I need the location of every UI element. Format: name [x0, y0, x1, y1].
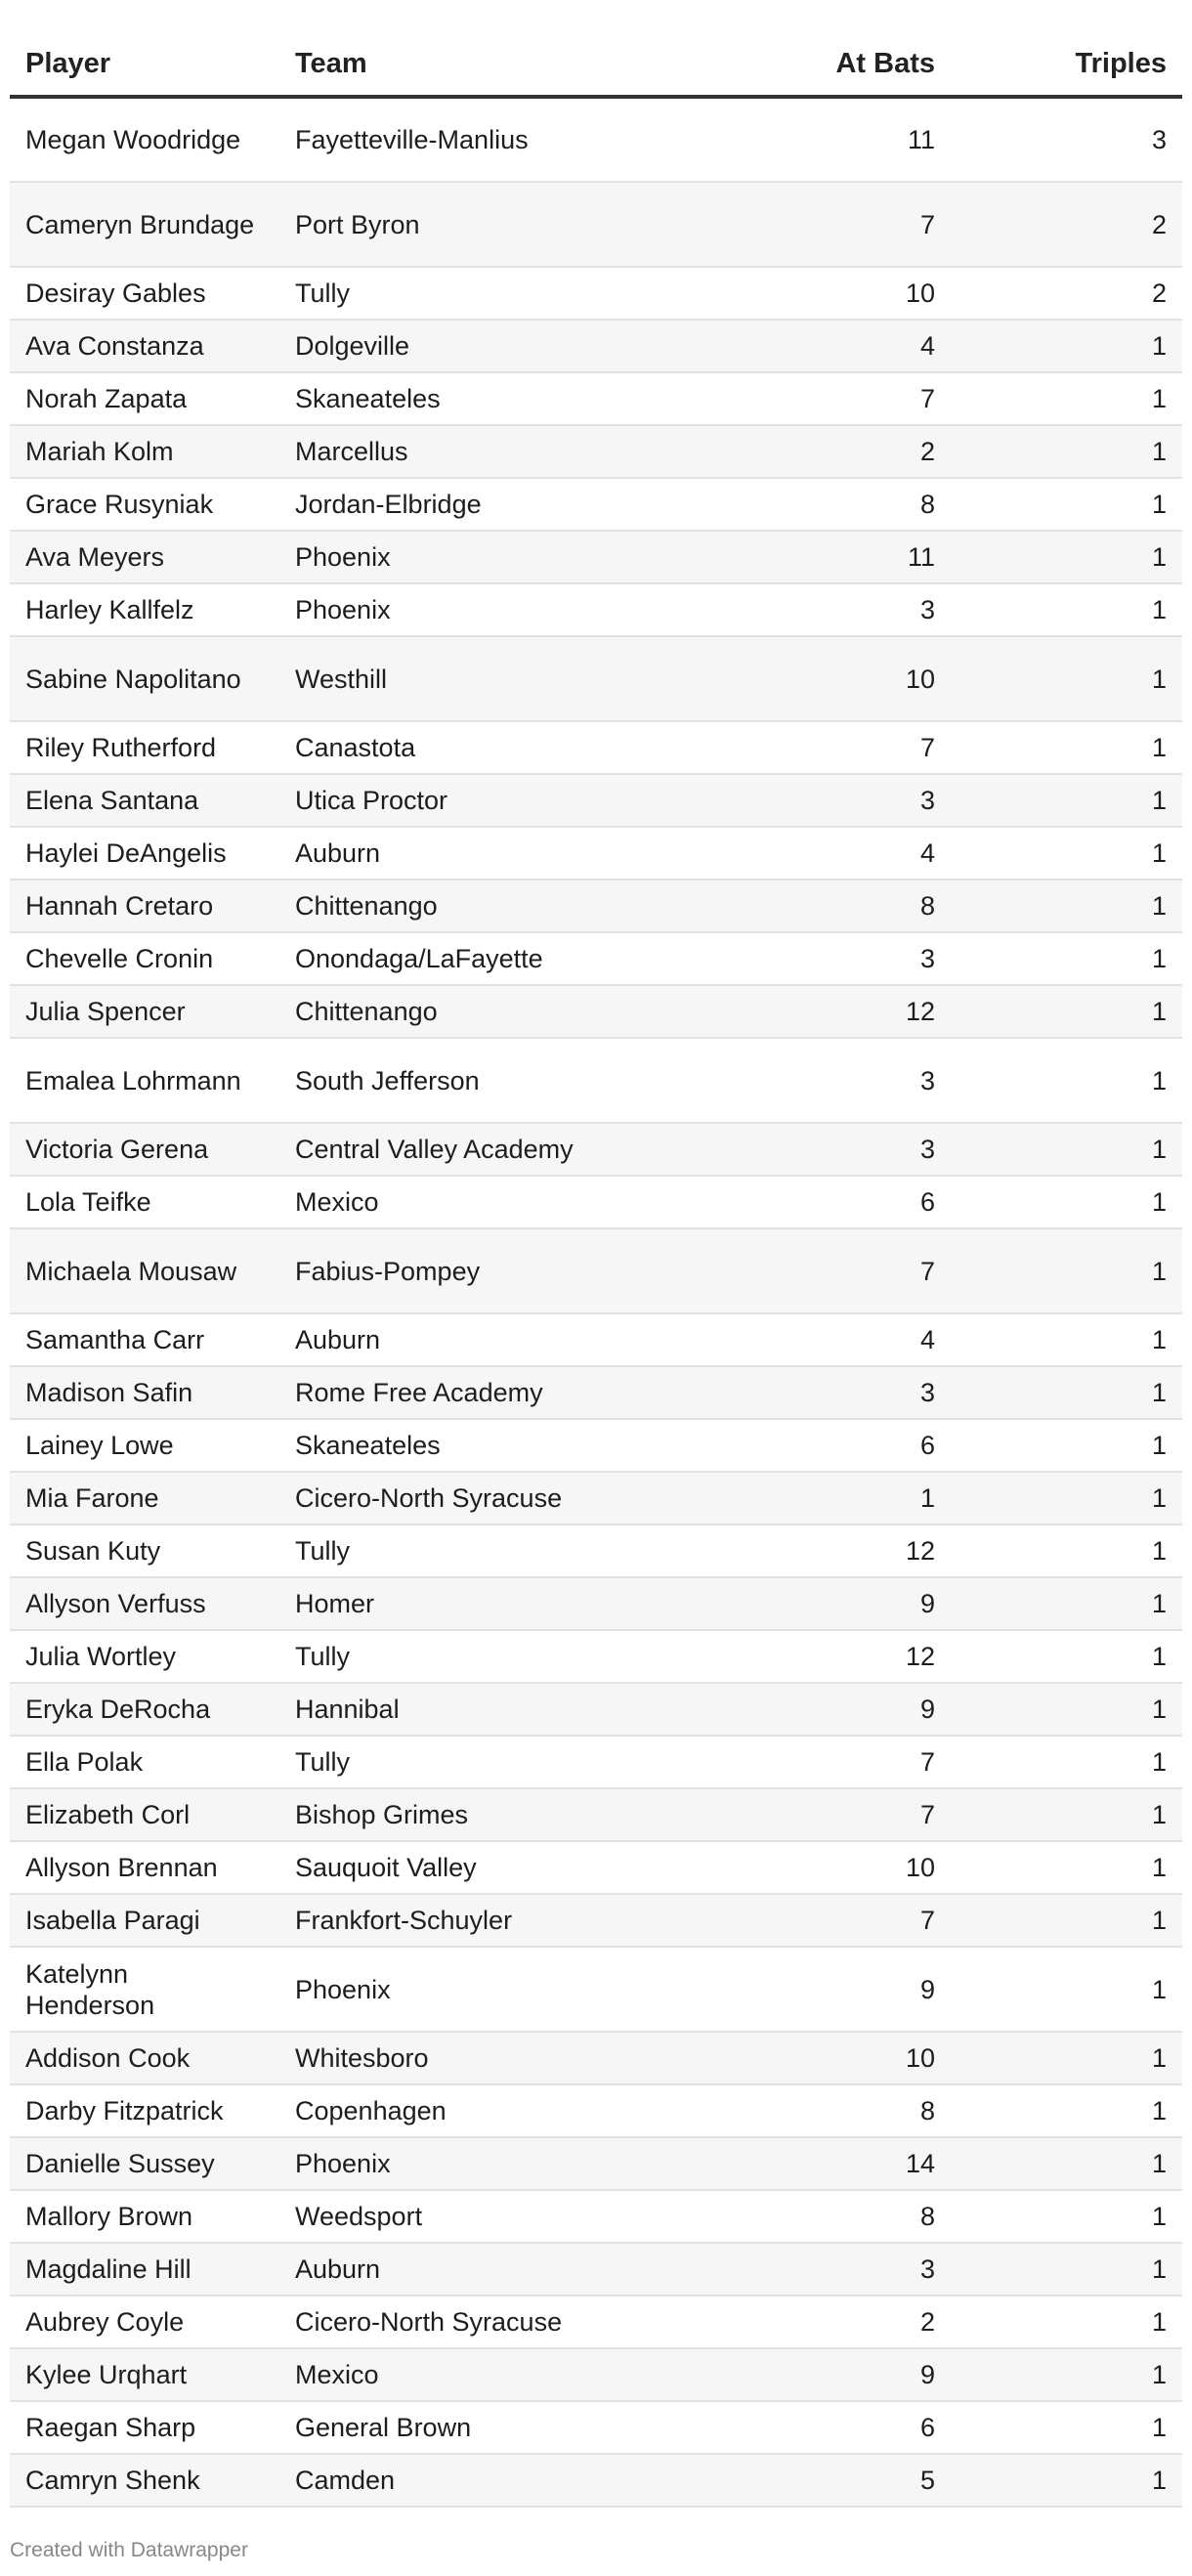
cell-at-bats: 3 [592, 583, 951, 636]
cell-team: Cicero-North Syracuse [279, 1472, 592, 1524]
cell-at-bats: 3 [592, 774, 951, 827]
table-row [10, 267, 1182, 320]
cell-triples: 1 [951, 320, 1182, 372]
cell-at-bats: 8 [592, 880, 951, 932]
column-header-team[interactable]: Team [279, 32, 592, 97]
cell-at-bats: 3 [592, 2243, 951, 2296]
cell-triples: 1 [951, 880, 1182, 932]
cell-player: Elizabeth Corl [10, 1788, 279, 1841]
cell-triples: 1 [951, 985, 1182, 1038]
cell-triples: 1 [951, 2454, 1182, 2507]
table-row [10, 531, 1182, 583]
table-row [10, 1736, 1182, 1788]
table-row [10, 1313, 1182, 1366]
cell-triples: 1 [951, 1123, 1182, 1176]
table-row [10, 1366, 1182, 1419]
cell-triples: 1 [951, 2032, 1182, 2084]
cell-team: Westhill [279, 636, 592, 721]
cell-at-bats: 4 [592, 827, 951, 880]
cell-player: Emalea Lohrmann [10, 1038, 279, 1123]
table-row [10, 2348, 1182, 2401]
table-row [10, 932, 1182, 985]
cell-at-bats: 3 [592, 1038, 951, 1123]
table-row [10, 636, 1182, 721]
cell-triples: 1 [951, 774, 1182, 827]
table-row [10, 985, 1182, 1038]
cell-player: Allyson Verfuss [10, 1577, 279, 1630]
cell-player: Victoria Gerena [10, 1123, 279, 1176]
cell-player: Sabine Napolitano [10, 636, 279, 721]
cell-team: Bishop Grimes [279, 1788, 592, 1841]
cell-player: Mariah Kolm [10, 425, 279, 478]
cell-at-bats: 6 [592, 2401, 951, 2454]
cell-at-bats: 7 [592, 372, 951, 425]
cell-at-bats: 2 [592, 2296, 951, 2348]
cell-team: Frankfort-Schuyler [279, 1894, 592, 1947]
header-row [10, 32, 1182, 97]
cell-at-bats: 9 [592, 1947, 951, 2032]
cell-triples: 2 [951, 267, 1182, 320]
cell-player: Camryn Shenk [10, 2454, 279, 2507]
cell-at-bats: 12 [592, 1524, 951, 1577]
cell-triples: 1 [951, 2296, 1182, 2348]
table-row [10, 1419, 1182, 1472]
cell-player: Katelynn Henderson [10, 1947, 279, 2032]
cell-triples: 1 [951, 531, 1182, 583]
cell-player: Mia Farone [10, 1472, 279, 1524]
table-row [10, 774, 1182, 827]
table-row [10, 1123, 1182, 1176]
cell-at-bats: 14 [592, 2137, 951, 2190]
cell-player: Julia Wortley [10, 1630, 279, 1683]
cell-triples: 1 [951, 1894, 1182, 1947]
cell-team: Central Valley Academy [279, 1123, 592, 1176]
cell-team: Utica Proctor [279, 774, 592, 827]
table-row [10, 1176, 1182, 1228]
cell-triples: 1 [951, 1228, 1182, 1313]
table-row [10, 880, 1182, 932]
cell-player: Elena Santana [10, 774, 279, 827]
cell-team: Fayetteville-Manlius [279, 97, 592, 182]
cell-player: Julia Spencer [10, 985, 279, 1038]
cell-player: Isabella Paragi [10, 1894, 279, 1947]
column-header-triples[interactable]: Triples [951, 32, 1182, 97]
cell-team: Phoenix [279, 531, 592, 583]
cell-player: Ava Meyers [10, 531, 279, 583]
cell-team: Fabius-Pompey [279, 1228, 592, 1313]
table-row [10, 721, 1182, 774]
cell-at-bats: 10 [592, 2032, 951, 2084]
cell-team: Dolgeville [279, 320, 592, 372]
cell-at-bats: 6 [592, 1419, 951, 1472]
datawrapper-credit: Created with Datawrapper [10, 2539, 248, 2561]
cell-team: Phoenix [279, 583, 592, 636]
cell-team: Mexico [279, 1176, 592, 1228]
table-row [10, 1630, 1182, 1683]
cell-at-bats: 7 [592, 1736, 951, 1788]
cell-at-bats: 10 [592, 636, 951, 721]
data-table [10, 32, 1182, 2508]
table-row [10, 2190, 1182, 2243]
cell-player: Cameryn Brundage [10, 182, 279, 267]
cell-at-bats: 10 [592, 267, 951, 320]
cell-team: Onondaga/LaFayette [279, 932, 592, 985]
cell-triples: 3 [951, 97, 1182, 182]
cell-player: Allyson Brennan [10, 1841, 279, 1894]
cell-team: Camden [279, 2454, 592, 2507]
cell-triples: 1 [951, 2348, 1182, 2401]
cell-at-bats: 7 [592, 1228, 951, 1313]
cell-player: Chevelle Cronin [10, 932, 279, 985]
table-row [10, 2296, 1182, 2348]
cell-team: South Jefferson [279, 1038, 592, 1123]
cell-player: Haylei DeAngelis [10, 827, 279, 880]
cell-team: Skaneateles [279, 1419, 592, 1472]
cell-at-bats: 7 [592, 1894, 951, 1947]
cell-team: Tully [279, 267, 592, 320]
cell-at-bats: 4 [592, 320, 951, 372]
cell-team: Weedsport [279, 2190, 592, 2243]
cell-player: Lola Teifke [10, 1176, 279, 1228]
cell-player: Grace Rusyniak [10, 478, 279, 531]
cell-team: Mexico [279, 2348, 592, 2401]
cell-player: Hannah Cretaro [10, 880, 279, 932]
cell-player: Susan Kuty [10, 1524, 279, 1577]
cell-team: Homer [279, 1577, 592, 1630]
table-row [10, 97, 1182, 182]
cell-player: Addison Cook [10, 2032, 279, 2084]
cell-triples: 1 [951, 1038, 1182, 1123]
cell-triples: 1 [951, 2243, 1182, 2296]
cell-at-bats: 8 [592, 478, 951, 531]
table-header [10, 32, 1182, 97]
cell-at-bats: 3 [592, 1366, 951, 1419]
cell-triples: 1 [951, 2401, 1182, 2454]
cell-triples: 1 [951, 372, 1182, 425]
cell-at-bats: 7 [592, 721, 951, 774]
cell-triples: 1 [951, 1630, 1182, 1683]
table-row [10, 2243, 1182, 2296]
cell-triples: 1 [951, 1313, 1182, 1366]
cell-player: Mallory Brown [10, 2190, 279, 2243]
table-row [10, 2084, 1182, 2137]
cell-team: Chittenango [279, 880, 592, 932]
cell-at-bats: 12 [592, 1630, 951, 1683]
table-row [10, 478, 1182, 531]
cell-at-bats: 8 [592, 2190, 951, 2243]
cell-player: Desiray Gables [10, 267, 279, 320]
cell-at-bats: 11 [592, 531, 951, 583]
cell-player: Madison Safin [10, 1366, 279, 1419]
cell-player: Lainey Lowe [10, 1419, 279, 1472]
table-row [10, 2032, 1182, 2084]
cell-at-bats: 7 [592, 182, 951, 267]
cell-triples: 2 [951, 182, 1182, 267]
cell-triples: 1 [951, 1366, 1182, 1419]
cell-team: Phoenix [279, 2137, 592, 2190]
table-row [10, 1577, 1182, 1630]
cell-team: Port Byron [279, 182, 592, 267]
cell-at-bats: 3 [592, 932, 951, 985]
cell-team: Tully [279, 1736, 592, 1788]
cell-at-bats: 6 [592, 1176, 951, 1228]
column-header-at-bats[interactable]: At Bats [592, 32, 951, 97]
cell-triples: 1 [951, 721, 1182, 774]
cell-at-bats: 5 [592, 2454, 951, 2507]
cell-player: Megan Woodridge [10, 97, 279, 182]
cell-team: Auburn [279, 1313, 592, 1366]
cell-triples: 1 [951, 583, 1182, 636]
cell-at-bats: 10 [592, 1841, 951, 1894]
cell-player: Eryka DeRocha [10, 1683, 279, 1736]
table-row [10, 1472, 1182, 1524]
cell-player: Riley Rutherford [10, 721, 279, 774]
table-row [10, 1788, 1182, 1841]
cell-triples: 1 [951, 1176, 1182, 1228]
cell-at-bats: 9 [592, 1577, 951, 1630]
cell-player: Kylee Urqhart [10, 2348, 279, 2401]
cell-triples: 1 [951, 478, 1182, 531]
cell-team: Jordan-Elbridge [279, 478, 592, 531]
cell-at-bats: 4 [592, 1313, 951, 1366]
table-row [10, 2137, 1182, 2190]
cell-player: Norah Zapata [10, 372, 279, 425]
cell-triples: 1 [951, 932, 1182, 985]
cell-team: Cicero-North Syracuse [279, 2296, 592, 2348]
cell-at-bats: 8 [592, 2084, 951, 2137]
table-row [10, 1683, 1182, 1736]
cell-player: Raegan Sharp [10, 2401, 279, 2454]
table-row [10, 1894, 1182, 1947]
table-row [10, 1038, 1182, 1123]
cell-at-bats: 7 [592, 1788, 951, 1841]
cell-player: Ella Polak [10, 1736, 279, 1788]
table-row [10, 320, 1182, 372]
cell-triples: 1 [951, 636, 1182, 721]
cell-player: Danielle Sussey [10, 2137, 279, 2190]
cell-team: General Brown [279, 2401, 592, 2454]
cell-team: Copenhagen [279, 2084, 592, 2137]
cell-team: Skaneateles [279, 372, 592, 425]
cell-team: Phoenix [279, 1947, 592, 2032]
cell-triples: 1 [951, 1419, 1182, 1472]
cell-triples: 1 [951, 1736, 1182, 1788]
table-row [10, 372, 1182, 425]
cell-team: Chittenango [279, 985, 592, 1038]
cell-player: Michaela Mousaw [10, 1228, 279, 1313]
table-body [10, 97, 1182, 2507]
cell-player: Ava Constanza [10, 320, 279, 372]
table-row [10, 827, 1182, 880]
cell-player: Magdaline Hill [10, 2243, 279, 2296]
table-row [10, 2454, 1182, 2507]
cell-triples: 1 [951, 2137, 1182, 2190]
cell-at-bats: 3 [592, 1123, 951, 1176]
cell-at-bats: 1 [592, 1472, 951, 1524]
cell-at-bats: 12 [592, 985, 951, 1038]
cell-triples: 1 [951, 1524, 1182, 1577]
cell-player: Darby Fitzpatrick [10, 2084, 279, 2137]
cell-team: Whitesboro [279, 2032, 592, 2084]
cell-team: Tully [279, 1630, 592, 1683]
column-header-player[interactable]: Player [10, 32, 279, 97]
table-row [10, 182, 1182, 267]
table-row [10, 425, 1182, 478]
cell-team: Tully [279, 1524, 592, 1577]
cell-triples: 1 [951, 1472, 1182, 1524]
cell-player: Samantha Carr [10, 1313, 279, 1366]
cell-team: Auburn [279, 2243, 592, 2296]
cell-at-bats: 9 [592, 2348, 951, 2401]
cell-triples: 1 [951, 1683, 1182, 1736]
cell-team: Hannibal [279, 1683, 592, 1736]
cell-triples: 1 [951, 1947, 1182, 2032]
table-row [10, 2401, 1182, 2454]
cell-triples: 1 [951, 827, 1182, 880]
cell-team: Sauquoit Valley [279, 1841, 592, 1894]
table-row [10, 1947, 1182, 2032]
cell-player: Harley Kallfelz [10, 583, 279, 636]
cell-team: Rome Free Academy [279, 1366, 592, 1419]
cell-triples: 1 [951, 2084, 1182, 2137]
cell-at-bats: 11 [592, 97, 951, 182]
cell-triples: 1 [951, 2190, 1182, 2243]
cell-triples: 1 [951, 1841, 1182, 1894]
cell-triples: 1 [951, 425, 1182, 478]
table-row [10, 1841, 1182, 1894]
table-row [10, 1524, 1182, 1577]
cell-at-bats: 9 [592, 1683, 951, 1736]
cell-player: Aubrey Coyle [10, 2296, 279, 2348]
cell-triples: 1 [951, 1577, 1182, 1630]
table-row [10, 583, 1182, 636]
cell-team: Canastota [279, 721, 592, 774]
table-row [10, 1228, 1182, 1313]
cell-triples: 1 [951, 1788, 1182, 1841]
cell-at-bats: 2 [592, 425, 951, 478]
cell-team: Auburn [279, 827, 592, 880]
cell-team: Marcellus [279, 425, 592, 478]
